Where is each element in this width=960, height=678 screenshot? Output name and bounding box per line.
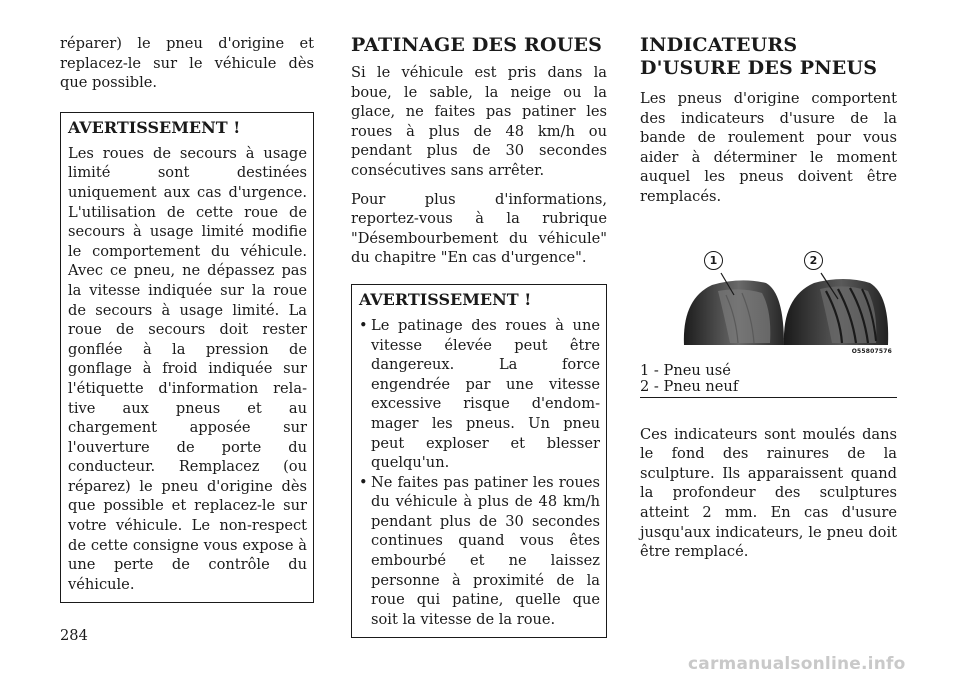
paragraph-tread-indicators-1: Les pneus d'origine comportent des indicateurs d'usure de la bande de roulement pour vous aider à déterminer le moment auquel les pneus doivent être remplacés.	[640, 90, 897, 205]
section-heading-tread-indicators: INDICATEURS D'USURE DES PNEUS	[640, 34, 878, 79]
paragraph-wheel-spin-2: Pour plus d'informations, reportez-vous à la rubrique "Désembourbement du véhicule" du chapitre "En cas d'urgence".	[351, 190, 607, 267]
paragraph-tread-indicators-2: Ces indicateurs sont moulés dans le fond des rainures de la sculpture. Ils apparaissent quand la profondeur des sculptures atteint 2 mm. En cas d'usure jusqu'aux indicateurs, le pneu doit être remplacé.	[640, 425, 897, 561]
warning-text: Les roues de secours à usage limité sont destinées uniquement aux cas d'urgence. L'utilisation de cette roue de secours à usage limité modifie le comportement du véhicule. Avec ce pneu, ne dépassez pas la vitesse indiquée sur la roue de secours à usage limité. La roue de secours doit rester gonflée à la pression de gonflage à froid indiquée sur l'étiquette d'information relative aux pneus et au chargement apposée sur l'ouverture de porte du conducteur. Remplacez (ou réparez) le pneu d'origine dès que possible et replacez-le sur votre véhicule. Le non-respect de cette consigne vous expose à une perte de contrôle du véhicule.	[68, 144, 307, 593]
warning-item: • Le patinage des roues à une vitesse élevée peut être dangereux. La force engendrée par une vitesse excessive risque d'endommager les pneus. Un pneu peut exploser et blesser quelqu'un.	[359, 316, 600, 473]
section-heading-wheel-spin: PATINAGE DES ROUES	[351, 34, 603, 56]
figure-legend	[640, 363, 897, 398]
column-1	[60, 34, 314, 603]
paragraph-wheel-spin-1: Si le véhicule est pris dans la boue, le sable, la neige ou la glace, ne faites pas patiner les roues à plus de 48 km/h ou pendant plus de 30 secondes consécutives sans arrêter.	[351, 64, 607, 179]
warning-item: • Ne faites pas patiner les roues du véhicule à plus de 48 km/h pendant plus de 30 secondes continues quand vous êtes embourbé et ne laissez personne à proximité de la roue qui patine, quelle que soit la vitesse de la roue.	[359, 473, 600, 630]
watermark: carmanualsonline.info	[688, 654, 906, 674]
warning-title: AVERTISSEMENT !	[68, 117, 241, 137]
warning-title: AVERTISSEMENT !	[359, 289, 532, 309]
warning-box-spare-tire	[60, 112, 314, 604]
figure-code: O55807576	[851, 347, 892, 355]
column-3	[640, 34, 897, 562]
callout-1-icon: 1	[704, 251, 723, 270]
intro-paragraph: réparer) le pneu d'origine et replacez-le sur le véhicule dès que possible.	[60, 35, 314, 92]
callout-2-icon: 2	[804, 251, 823, 270]
page-number: 284	[60, 627, 88, 644]
warning-box-wheel-spin	[351, 284, 607, 639]
tire-wear-figure	[680, 251, 894, 357]
legend-item: 2 - Pneu neuf	[640, 377, 739, 395]
warning-list	[359, 316, 600, 630]
legend-item: 1 - Pneu usé	[640, 361, 731, 379]
column-2	[351, 34, 607, 638]
